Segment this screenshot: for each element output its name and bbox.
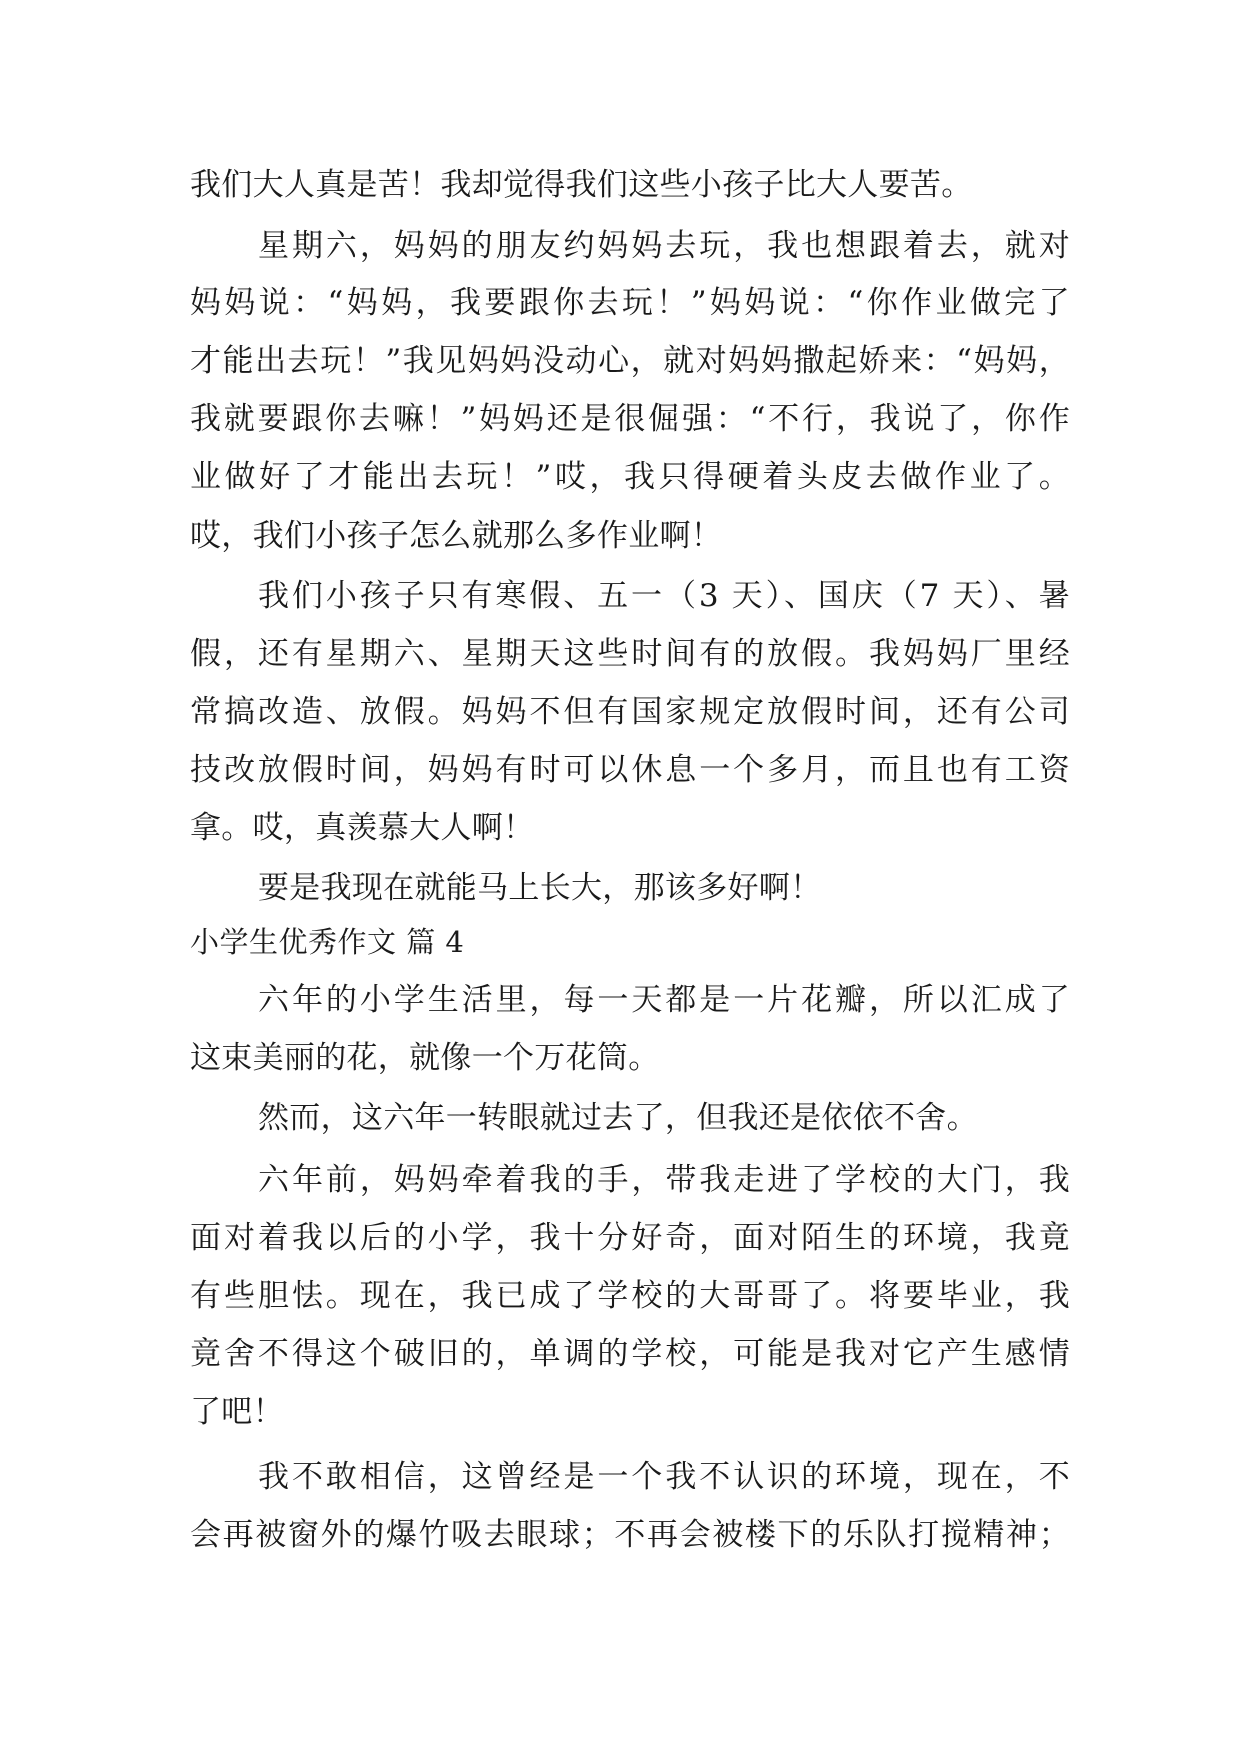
text-line: 有些胆怯。现在，我已成了学校的大哥哥了。将要毕业，我: [190, 1278, 1070, 1314]
text-line: 了吧！: [190, 1394, 284, 1430]
text-line: 我就要跟你去嘛！”妈妈还是很倔强：“不行，我说了，你作: [190, 401, 1070, 437]
paragraph-first-line: 六年前，妈妈牵着我的手，带我走进了学校的大门，我: [258, 1162, 1070, 1198]
text-line: 我们大人真是苦！我却觉得我们这些小孩子比大人要苦。: [190, 167, 973, 203]
text-line: 业做好了才能出去玩！”哎，我只得硬着头皮去做作业了。: [190, 459, 1070, 495]
text-line: 拿。哎，真羡慕大人啊！: [190, 810, 535, 846]
text-line: 这束美丽的花，就像一个万花筒。: [190, 1040, 660, 1076]
text-line: 技改放假时间，妈妈有时可以休息一个多月，而且也有工资: [190, 752, 1070, 788]
text-line: 假，还有星期六、星期天这些时间有的放假。我妈妈厂里经: [190, 636, 1070, 672]
section-title: 小学生优秀作文 篇 4: [190, 925, 465, 959]
text-line: 哎，我们小孩子怎么就那么多作业啊！: [190, 518, 723, 554]
paragraph-first-line: 要是我现在就能马上长大，那该多好啊！: [258, 870, 822, 906]
text-line: 会再被窗外的爆竹吸去眼球；不再会被楼下的乐队打搅精神；: [190, 1517, 1070, 1553]
paragraph-first-line: 星期六，妈妈的朋友约妈妈去玩，我也想跟着去，就对: [258, 228, 1070, 264]
text-line: 面对着我以后的小学，我十分好奇，面对陌生的环境，我竟: [190, 1220, 1070, 1256]
text-line: 才能出去玩！”我见妈妈没动心，就对妈妈撒起娇来：“妈妈，: [190, 343, 1070, 379]
paragraph-first-line: 我不敢相信，这曾经是一个我不认识的环境，现在，不: [258, 1459, 1070, 1495]
paragraph-first-line: 我们小孩子只有寒假、五一（3 天）、国庆（7 天）、暑: [258, 578, 1070, 614]
paragraph-first-line: 六年的小学生活里，每一天都是一片花瓣，所以汇成了: [258, 982, 1070, 1018]
paragraph-first-line: 然而，这六年一转眼就过去了，但我还是依依不舍。: [258, 1100, 978, 1136]
text-line: 妈妈说：“妈妈，我要跟你去玩！”妈妈说：“你作业做完了: [190, 285, 1070, 321]
text-line: 常搞改造、放假。妈妈不但有国家规定放假时间，还有公司: [190, 694, 1070, 730]
text-line: 竟舍不得这个破旧的，单调的学校，可能是我对它产生感情: [190, 1336, 1070, 1372]
